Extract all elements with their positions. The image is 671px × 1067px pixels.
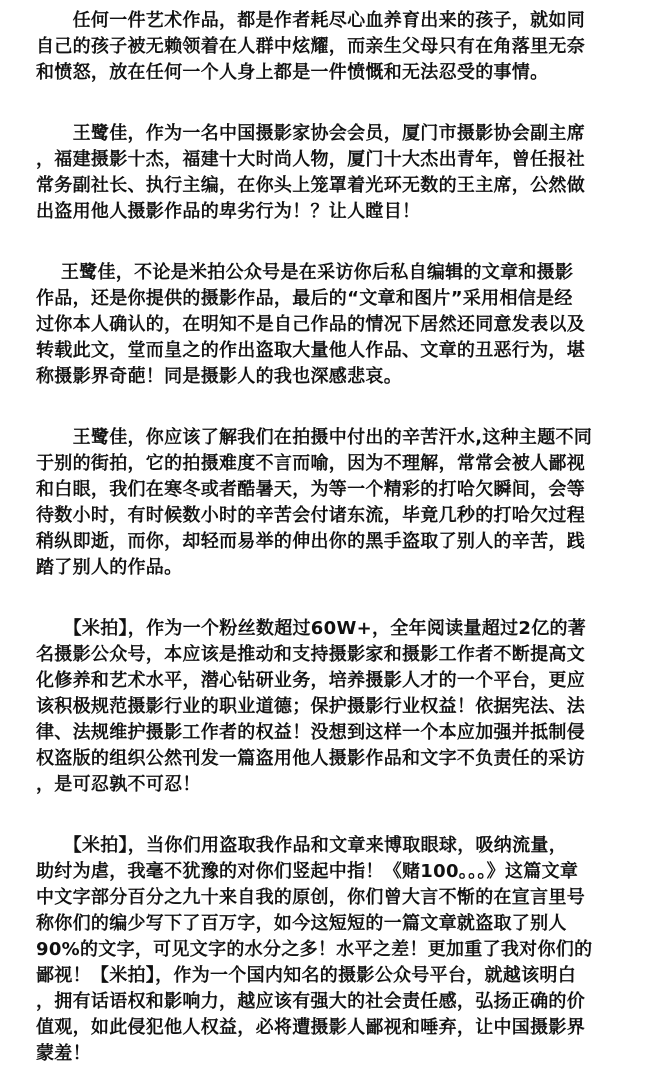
- text-line: 转载此文，堂而皇之的作出盗取大量他人作品、文章的丑恶行为，堪: [36, 340, 585, 361]
- text-line: 和白眼，我们在寒冬或者酷暑天，为等一个精彩的打哈欠瞬间，会等: [36, 479, 585, 500]
- text-line: 于别的街拍，它的拍摄难度不言而喻，因为不理解，常常会被人鄙视: [36, 453, 585, 474]
- text-line: 王鹭佳，作为一名中国摄影家协会会员，厦门市摄影协会副主席: [36, 123, 585, 144]
- paragraph-gap: [36, 581, 636, 616]
- paragraph-gap: [36, 86, 636, 121]
- text-line: 自己的孩子被无赖领着在人群中炫耀，而亲生父母只有在角落里无奈: [36, 36, 585, 57]
- text-line: 90%的文字，可见文字的水分之多！水平之差！更加重了我对你们的: [36, 939, 593, 960]
- paragraph-gap: [36, 390, 636, 425]
- text-line: 中文字部分百分之九十来自我的原创，你们曾大言不惭的在宣言里号: [36, 887, 585, 908]
- text-line: 过你本人确认的，在明知不是自己作品的情况下居然还同意发表以及: [36, 314, 585, 335]
- paragraph-hardship: [36, 425, 636, 581]
- text-line: 待数小时，有时候数小时的辛苦会付诸东流，毕竟几秒的打哈欠过程: [36, 505, 585, 526]
- text-line: 称摄影界奇葩！同是摄影人的我也深感悲哀。: [36, 366, 402, 387]
- text-line: 稍纵即逝，而你，却轻而易举的伸出你的黑手盗取了别人的辛苦，践: [36, 531, 585, 552]
- text-line: 王鹭佳，不论是米拍公众号是在采访你后私自编辑的文章和摄影: [36, 262, 574, 283]
- text-line: 化修养和艺术水平，潜心钻研业务，培养摄影人才的一个平台，更应: [36, 670, 585, 691]
- text-line: 名摄影公众号，本应该是推动和支持摄影家和摄影工作者不断提高文: [36, 644, 585, 665]
- text-line: 作品，还是你提供的摄影作品，最后的“文章和图片”采用相信是经: [36, 288, 573, 309]
- text-line: 该积极规范摄影行业的职业道德；保护摄影行业权益！依据宪法、法: [36, 696, 585, 717]
- text-line: 王鹭佳，你应该了解我们在拍摄中付出的辛苦汗水,这种主题不同: [36, 427, 593, 448]
- text-line: 和愤怒，放在任何一个人身上都是一件愤慨和无法忍受的事情。: [36, 62, 549, 83]
- text-line: ，是可忍孰不可忍！: [36, 774, 201, 795]
- text-line: ，拥有话语权和影响力，越应该有强大的社会责任感，弘扬正确的价: [36, 991, 585, 1012]
- text-line: 助纣为虐，我毫不犹豫的对你们竖起中指！《赌100。。。》这篇文章: [36, 861, 579, 882]
- paragraph-gap: [36, 225, 636, 260]
- text-line: 踏了别人的作品。: [36, 557, 183, 578]
- text-line: 律、法规维护摄影工作者的权益！没想到这样一个本应加强并抵制侵: [36, 722, 585, 743]
- text-line: 称你们的编少写下了百万字，如今这短短的一篇文章就盗取了别人: [36, 913, 567, 934]
- text-line: 鄙视！【米拍】，作为一个国内知名的摄影公众号平台，就越该明白: [36, 965, 576, 986]
- text-line: 任何一件艺术作品，都是作者耗尽心血养育出来的孩子，就如同: [36, 10, 585, 31]
- paragraph-gap: [36, 798, 636, 833]
- paragraph-wang-publication: [36, 260, 636, 390]
- paragraph-intro: [36, 8, 636, 86]
- text-line: 权盗版的组织公然刊发一篇盗用他人摄影作品和文字不负责任的采访: [36, 748, 585, 769]
- paragraph-wang-credentials: [36, 121, 636, 225]
- article-body: [36, 8, 636, 1067]
- text-line: 【米拍】，当你们用盗取我作品和文章来博取眼球，吸纳流量，: [36, 835, 567, 856]
- text-line: ，福建摄影十杰，福建十大时尚人物，厦门十大杰出青年，曾任报社: [36, 149, 585, 170]
- paragraph-mipai-condemnation: [36, 833, 636, 1067]
- text-line: 常务副社长、执行主编，在你头上笼罩着光环无数的王主席，公然做: [36, 175, 585, 196]
- paragraph-mipai-responsibility: [36, 616, 636, 798]
- text-line: 【米拍】，作为一个粉丝数超过60W+，全年阅读量超过2亿的著: [36, 618, 587, 639]
- text-line: 值观，如此侵犯他人权益，必将遭摄影人鄙视和唾弃，让中国摄影界: [36, 1017, 585, 1038]
- text-line: 出盗用他人摄影作品的卑劣行为！？让人瞠目！: [36, 201, 421, 222]
- text-line: 蒙羞！: [36, 1043, 91, 1064]
